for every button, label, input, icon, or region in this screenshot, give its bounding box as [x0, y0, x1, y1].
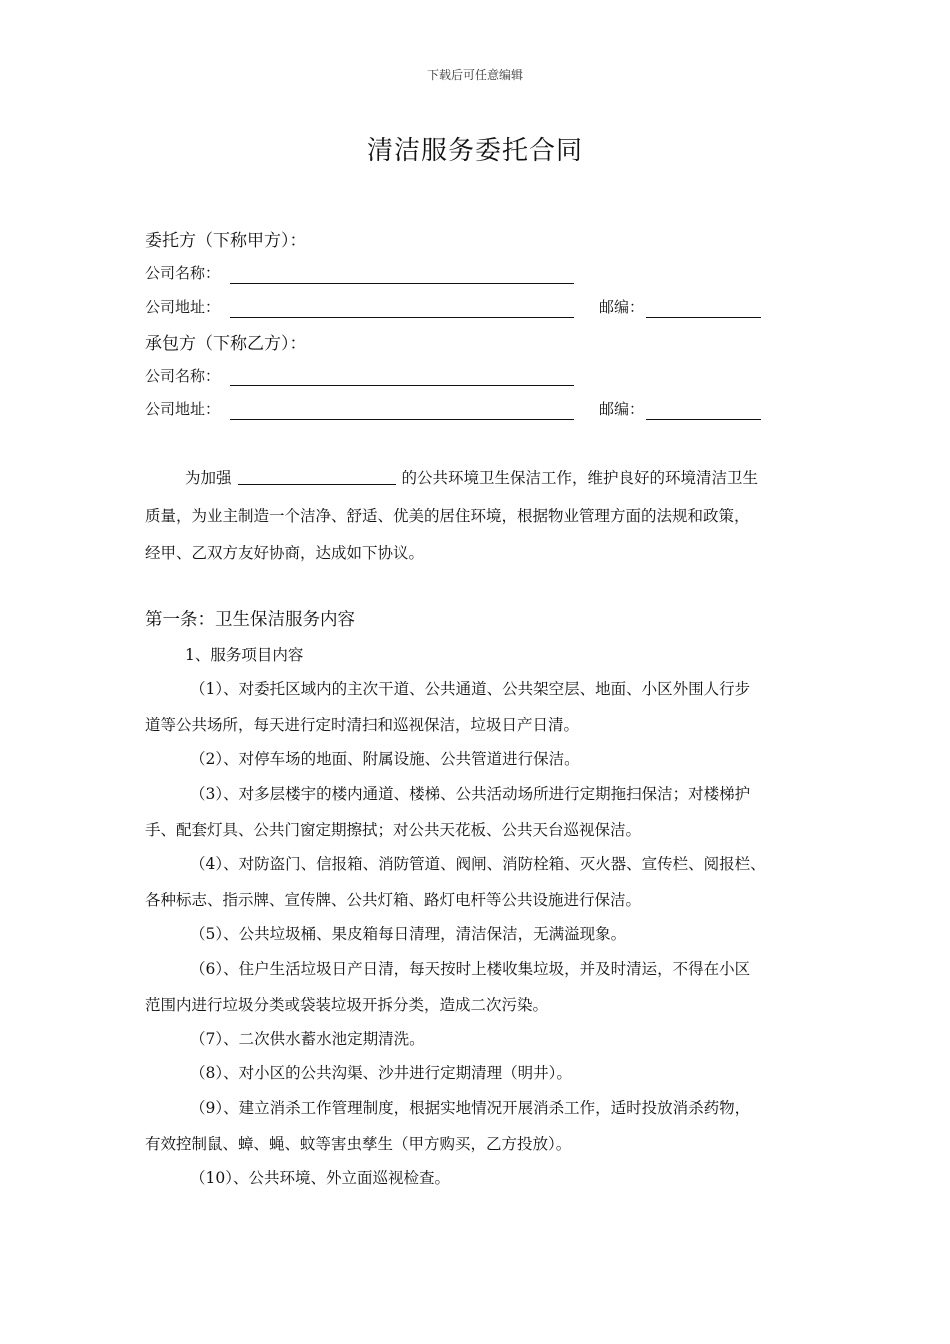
- party-b-heading: 承包方（下称乙方）：: [145, 334, 307, 354]
- party-a-heading: 委托方（下称甲方）：: [145, 231, 307, 251]
- page-title: 清洁服务委托合同: [366, 136, 583, 166]
- article-1-line: （6）、住户生活垃圾日产日清，每天按时上楼收集垃圾，并及时清运，不得在小区: [190, 960, 751, 978]
- party-b-address-field[interactable]: [230, 419, 574, 420]
- party-a-address-label: 公司地址：: [145, 298, 221, 316]
- article-1-line: （8）、对小区的公共沟渠、沙井进行定期清理（明井）。: [190, 1064, 572, 1082]
- article-1-line: （2）、对停车场的地面、附属设施、公共管道进行保洁。: [190, 750, 580, 768]
- article-1-line: 各种标志、指示牌、宣传牌、公共灯箱、路灯电杆等公共设施进行保洁。: [145, 891, 642, 909]
- party-a-name-label: 公司名称：: [145, 264, 221, 282]
- article-1-line: （4）、对防盗门、信报箱、消防管道、阀闸、消防栓箱、灭火器、宣传栏、阅报栏、: [190, 855, 766, 873]
- article-1-line: 有效控制鼠、蟑、蝇、蚊等害虫孳生（甲方购买，乙方投放）。: [145, 1135, 572, 1153]
- article-1-line: 范围内进行垃圾分类或袋装垃圾开拆分类，造成二次污染。: [145, 996, 549, 1014]
- preamble-line-1: [185, 466, 758, 488]
- article-1-line: （7）、二次供水蓄水池定期清洗。: [190, 1030, 425, 1048]
- party-b-zip-field[interactable]: [646, 419, 761, 420]
- article-1-line: （1）、对委托区域内的主次干道、公共通道、公共架空层、地面、小区外围人行步: [190, 680, 751, 698]
- article-1-line: 手、配套灯具、公共门窗定期擦拭；对公共天花板、公共天台巡视保洁。: [145, 821, 642, 839]
- party-a-name-field[interactable]: [230, 283, 574, 284]
- party-b-name-label: 公司名称：: [145, 367, 221, 385]
- project-name-field[interactable]: [238, 470, 396, 485]
- party-b-address-label: 公司地址：: [145, 400, 221, 418]
- party-a-zip-field[interactable]: [646, 317, 761, 318]
- header-note: 下载后可任意编辑: [426, 68, 523, 82]
- party-a-address-field[interactable]: [230, 317, 574, 318]
- article-1-line: （3）、对多层楼宇的楼内通道、楼梯、公共活动场所进行定期拖扫保洁；对楼梯护: [190, 785, 751, 803]
- article-1-line: （9）、建立消杀工作管理制度，根据实地情况开展消杀工作，适时投放消杀药物，: [190, 1099, 751, 1117]
- preamble-line-2: 质量，为业主制造一个洁净、舒适、优美的居住环境，根据物业管理方面的法规和政策，: [145, 507, 750, 525]
- article-1-line: （5）、公共垃圾桶、果皮箱每日清理，清洁保洁，无满溢现象。: [190, 925, 627, 943]
- preamble-pre: 为加强: [185, 469, 232, 487]
- party-b-name-field[interactable]: [230, 385, 574, 386]
- preamble-line-3: 经甲、乙双方友好协商，达成如下协议。: [145, 544, 425, 562]
- article-1-line: （10）、公共环境、外立面巡视检查。: [190, 1169, 450, 1187]
- article-1-line: 道等公共场所，每天进行定时清扫和巡视保洁，垃圾日产日清。: [145, 716, 580, 734]
- article-1-heading: 第一条：卫生保洁服务内容: [145, 610, 355, 630]
- party-b-zip-label: 邮编：: [599, 400, 645, 418]
- article-1-subheading: 1、服务项目内容: [185, 646, 304, 664]
- party-a-zip-label: 邮编：: [599, 298, 645, 316]
- preamble-post: 的公共环境卫生保洁工作，维护良好的环境清洁卫生: [401, 469, 759, 487]
